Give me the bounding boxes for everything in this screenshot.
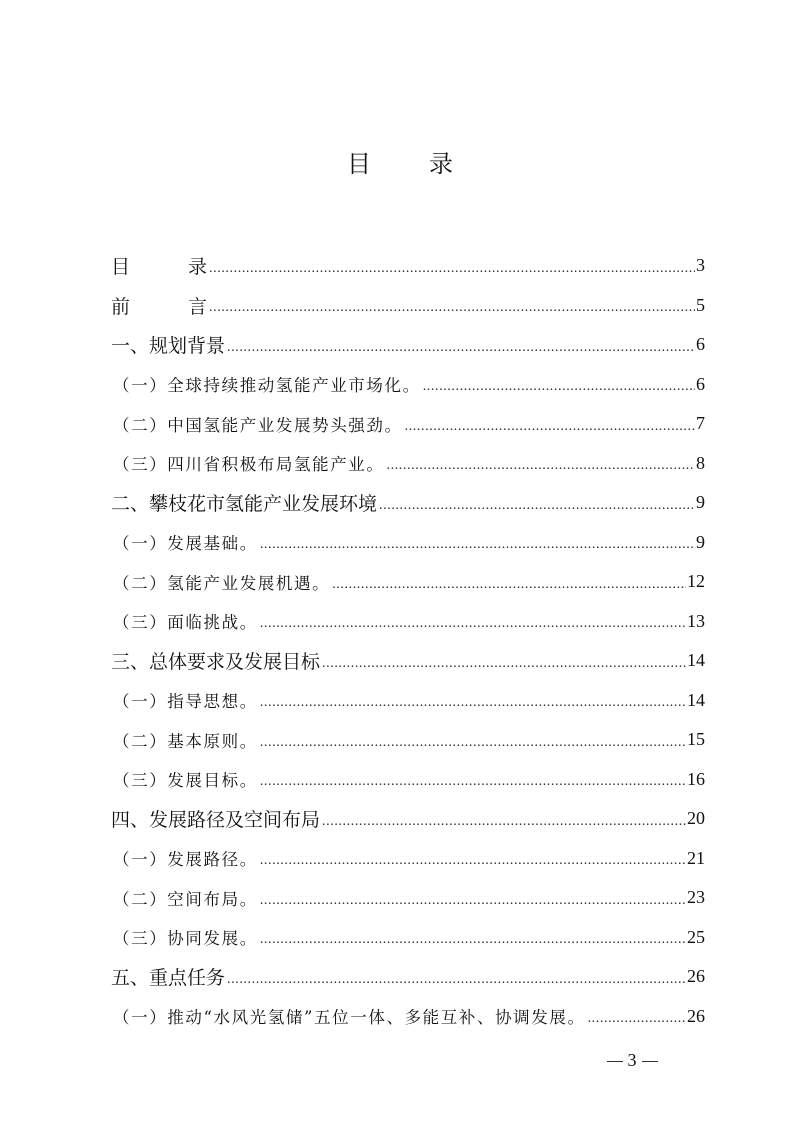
toc-entry-label: （二）中国氢能产业发展势头强劲。 [111,412,405,436]
toc-entry-label: （三）协同发展。 [111,925,260,949]
dot-leader [260,537,695,553]
toc-entry[interactable] [111,839,705,879]
toc-entry[interactable] [111,365,705,405]
dot-leader [405,419,695,435]
dot-leader [423,379,695,395]
toc-entry-page: 6 [696,373,705,394]
dot-leader [322,656,686,672]
dot-leader [209,261,695,277]
page-title-char-2: 录 [429,150,453,178]
dot-leader [588,1011,686,1027]
toc-entry-label-char: 前 [111,295,131,318]
toc-entry[interactable] [111,918,705,958]
toc-entry-page: 12 [687,571,705,592]
dot-leader [260,735,686,751]
toc-entry[interactable] [111,681,705,721]
toc-entry[interactable] [111,720,705,760]
toc-entry[interactable] [111,246,705,286]
dot-leader [260,695,686,711]
dash-right [642,1061,658,1062]
dot-leader [227,972,686,988]
toc-entry-label: （一）全球持续推动氢能产业市场化。 [111,372,423,396]
toc-entry[interactable] [111,641,705,681]
toc-entry[interactable] [111,799,705,839]
toc-entry-label: 一、规划背景 [111,331,227,358]
toc-entry[interactable] [111,760,705,800]
toc-entry-label: （一）发展基础。 [111,530,260,554]
toc-entry-page: 23 [687,887,705,908]
toc-entry-page: 5 [696,294,705,315]
dot-leader [260,774,686,790]
toc-entry-label: 三、总体要求及发展目标 [111,647,322,674]
toc-entry-label: （二）基本原则。 [111,728,260,752]
toc-entry-page: 26 [687,1005,705,1026]
toc-entry-page: 3 [696,255,705,276]
toc-entry-label-char: 言 [188,295,208,318]
toc-entry-label: （一）推动“水风光氢储”五位一体、多能互补、协调发展。 [111,1004,588,1028]
toc-entry-label: （三）面临挑战。 [111,609,260,633]
toc-entry-page: 15 [687,729,705,750]
dot-leader [260,893,686,909]
toc-entry-page: 6 [696,334,705,355]
page-title [0,144,800,179]
toc-entry-label [111,292,209,319]
toc-entry-page: 14 [687,650,705,671]
toc-entry-page: 21 [687,847,705,868]
toc-entry-page: 8 [696,452,705,473]
toc-entry[interactable] [111,878,705,918]
dot-leader [227,340,695,356]
toc-entry-page: 9 [696,531,705,552]
toc-entry-page: 7 [696,413,705,434]
page-number-value: 3 [627,1050,637,1070]
table-of-contents [111,246,705,1036]
toc-entry-label: 四、发展路径及空间布局 [111,805,322,832]
toc-entry-label-char: 目 [111,256,131,279]
toc-entry-label: （二）氢能产业发展机遇。 [111,570,332,594]
toc-entry[interactable] [111,404,705,444]
toc-entry-label: 二、攀枝花市氢能产业发展环境 [111,489,379,516]
dot-leader [260,932,686,948]
toc-entry-page: 26 [687,966,705,987]
toc-entry-label: （三）四川省积极布局氢能产业。 [111,451,387,475]
dot-leader [260,853,686,869]
dot-leader [322,814,686,830]
toc-entry-label: （三）发展目标。 [111,767,260,791]
page-title-char-1: 目 [347,150,371,178]
toc-entry-page: 16 [687,768,705,789]
toc-entry[interactable] [111,444,705,484]
dot-leader [260,616,686,632]
toc-entry[interactable] [111,483,705,523]
dash-left [607,1061,623,1062]
dot-leader [379,498,695,514]
dot-leader [332,577,686,593]
toc-entry-page: 20 [687,808,705,829]
toc-entry[interactable] [111,325,705,365]
toc-entry-page: 14 [687,689,705,710]
toc-entry-label: 五、重点任务 [111,963,227,990]
toc-entry[interactable] [111,523,705,563]
toc-entry[interactable] [111,286,705,326]
toc-entry-page: 9 [696,492,705,513]
toc-entry-label: （一）发展路径。 [111,846,260,870]
toc-entry-page: 13 [687,610,705,631]
toc-entry[interactable] [111,562,705,602]
toc-entry-label [111,252,209,279]
toc-entry[interactable] [111,997,705,1037]
dot-leader [209,300,695,316]
toc-entry-page: 25 [687,926,705,947]
dot-leader [387,458,696,474]
toc-entry-label: （一）指导思想。 [111,688,260,712]
toc-entry-label-char: 录 [188,256,208,279]
page-number [0,1050,800,1071]
toc-entry-label: （二）空间布局。 [111,886,260,910]
toc-entry[interactable] [111,602,705,642]
toc-entry[interactable] [111,957,705,997]
